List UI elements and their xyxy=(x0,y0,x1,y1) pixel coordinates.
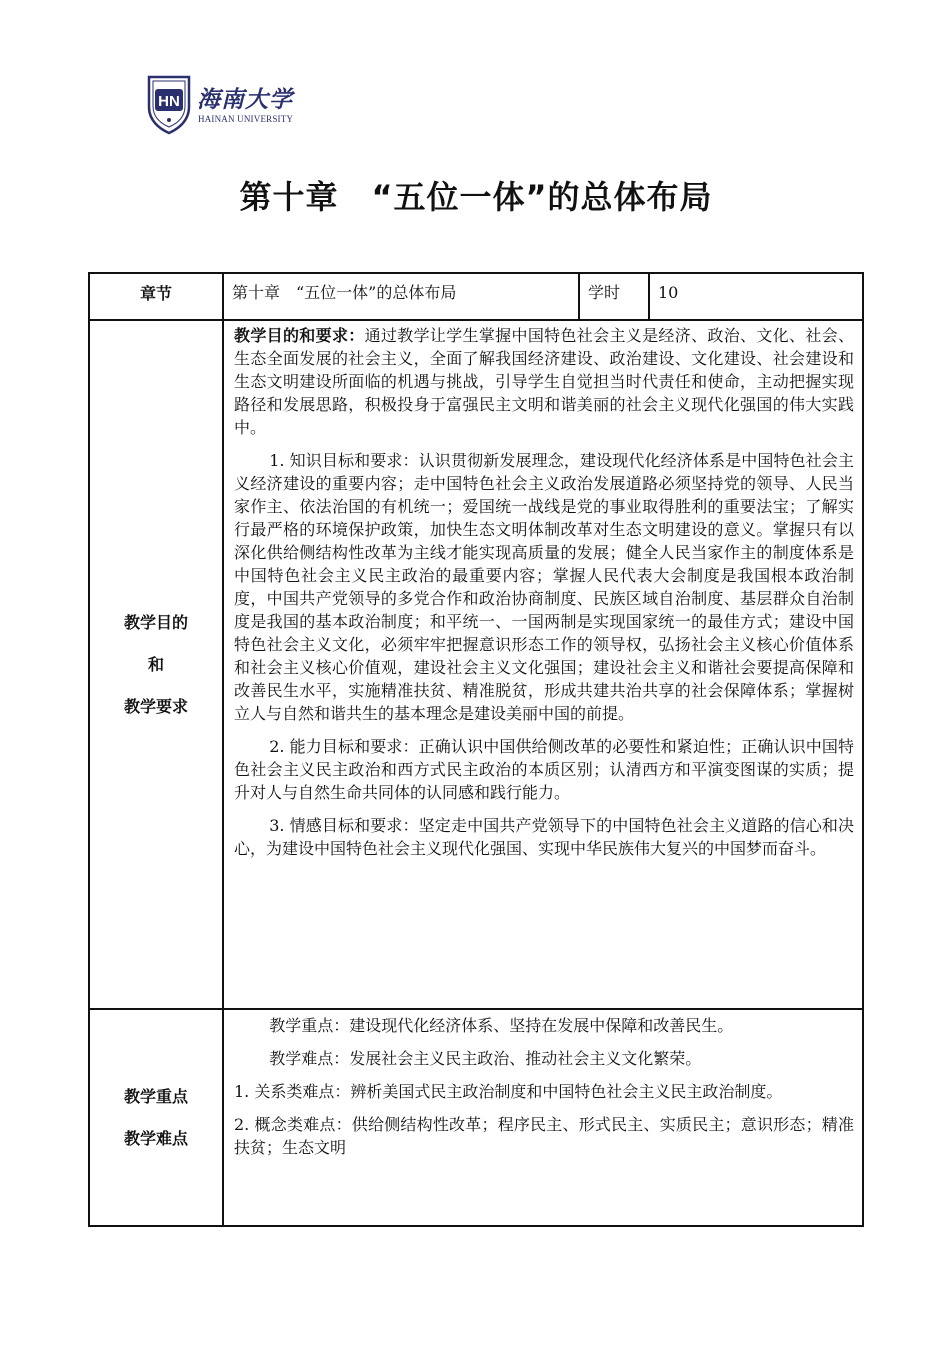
objectives-label-line-2: 和 xyxy=(147,654,164,674)
badge-text: HN xyxy=(158,93,180,110)
key-points-label-line-2: 教学难点 xyxy=(123,1128,188,1148)
key-points-row xyxy=(89,1009,863,1226)
knowledge-objective: 1. 知识目标和要求：认识贯彻新发展理念，建设现代化经济体系是中国特色社会主义经济建设的重要内容；走中国特色社会主义政治发展道路必须坚持党的领导、人民当家作主、依法治国的有机统一；爱国统一战线是党的事业取得胜利的重要法宝；了解实行最严格的环境保护政策，加快生态文明体制改革对生态文明建设的意义。掌握只有以深化供给侧结构性改革为主线才能实现高质量的发展；健全人民当家作主的制度体系是中国特色社会主义民主政治的最重要内容；掌握人民代表大会制度是我国根本政治制度，中国共产党领导的多党合作和政治协商制度、民族区域自治制度、基层群众自治制度是我国的基本政治制度；和平统一、一国两制是实现国家统一的最佳方式；建设中国特色社会主义文化，必须牢牢把握意识形态工作的领导权，弘扬社会主义核心价值体系和社会主义核心价值观，建设社会主义文化强国；建设社会主义和谐社会要提高保障和改善民生水平，实施精准扶贫、精准脱贫，形成共建共治共享的社会保障体系；掌握树立人与自然和谐共生的基本理念是建设美丽中国的前提。 xyxy=(234,451,854,723)
syllabus-table xyxy=(88,272,864,1227)
objectives-label-line-1: 教学目的 xyxy=(123,612,188,632)
logo-name-en: HAINAN UNIVERSITY xyxy=(198,114,294,124)
objectives-content-cell xyxy=(223,320,863,1009)
emotion-objective: 3. 情感目标和要求：坚定走中国共产党领导下的中国特色社会主义道路的信心和决心，为建设中国特色社会主义现代化强国、实现中华民族伟大复兴的中国梦而奋斗。 xyxy=(234,816,854,858)
objectives-intro-lead: 教学目的和要求： xyxy=(234,326,365,345)
key-points-label-line-1: 教学重点 xyxy=(123,1086,188,1106)
header-row xyxy=(89,273,863,320)
section-value-cell xyxy=(223,273,579,320)
page-title: 第十章 “五位一体”的总体布局 xyxy=(239,178,713,216)
ability-objective: 2. 能力目标和要求：正确认识中国供给侧改革的必要性和紧迫性；正确认识中国特色社会主义民主政治和西方式民主政治的本质区别；认清西方和平演变图谋的实质；提升对人与自然生命共同体的认同感和践行能力。 xyxy=(234,737,854,802)
key-points-label-cell xyxy=(89,1009,223,1226)
objectives-label-cell xyxy=(89,320,223,1009)
logo-name-cn: 海南大学 xyxy=(197,86,293,113)
concept-difficulty: 2. 概念类难点：供给侧结构性改革；程序民主、形式民主、实质民主；意识形态；精准扶贫；生态文明 xyxy=(234,1115,854,1157)
hours-value: 10 xyxy=(658,283,679,302)
hours-label: 学时 xyxy=(588,283,621,302)
objectives-label-line-3: 教学要求 xyxy=(123,696,188,716)
objectives-intro xyxy=(234,324,854,439)
university-badge-icon xyxy=(146,73,192,135)
hours-label-cell xyxy=(579,273,649,320)
key-points-content-cell xyxy=(223,1009,863,1226)
objectives-row xyxy=(89,320,863,1009)
teaching-focus: 教学重点：建设现代化经济体系、坚持在发展中保障和改善民生。 xyxy=(269,1016,734,1035)
relation-difficulty: 1. 关系类难点：辨析美国式民主政治制度和中国特色社会主义民主政治制度。 xyxy=(234,1082,783,1101)
objectives-intro-text: 通过教学让学生掌握中国特色社会主义是经济、政治、文化、社会、生态全面发展的社会主义，全面了解我国经济建设、政治建设、文化建设、社会建设和生态文明建设所面临的机遇与挑战，引导学生自觉担当时代责任和使命，主动把握实现路径和发展思路，积极投身于富强民主文明和谐美丽的社会主义现代化强国的伟大实践中。 xyxy=(234,326,854,437)
section-label: 章节 xyxy=(139,284,172,303)
section-value: 第十章 “五位一体”的总体布局 xyxy=(232,283,457,302)
teaching-difficulty: 教学难点：发展社会主义民主政治、推动社会主义文化繁荣。 xyxy=(269,1049,702,1068)
section-label-cell xyxy=(89,273,223,320)
hours-value-cell xyxy=(649,273,863,320)
university-logo xyxy=(146,73,306,135)
